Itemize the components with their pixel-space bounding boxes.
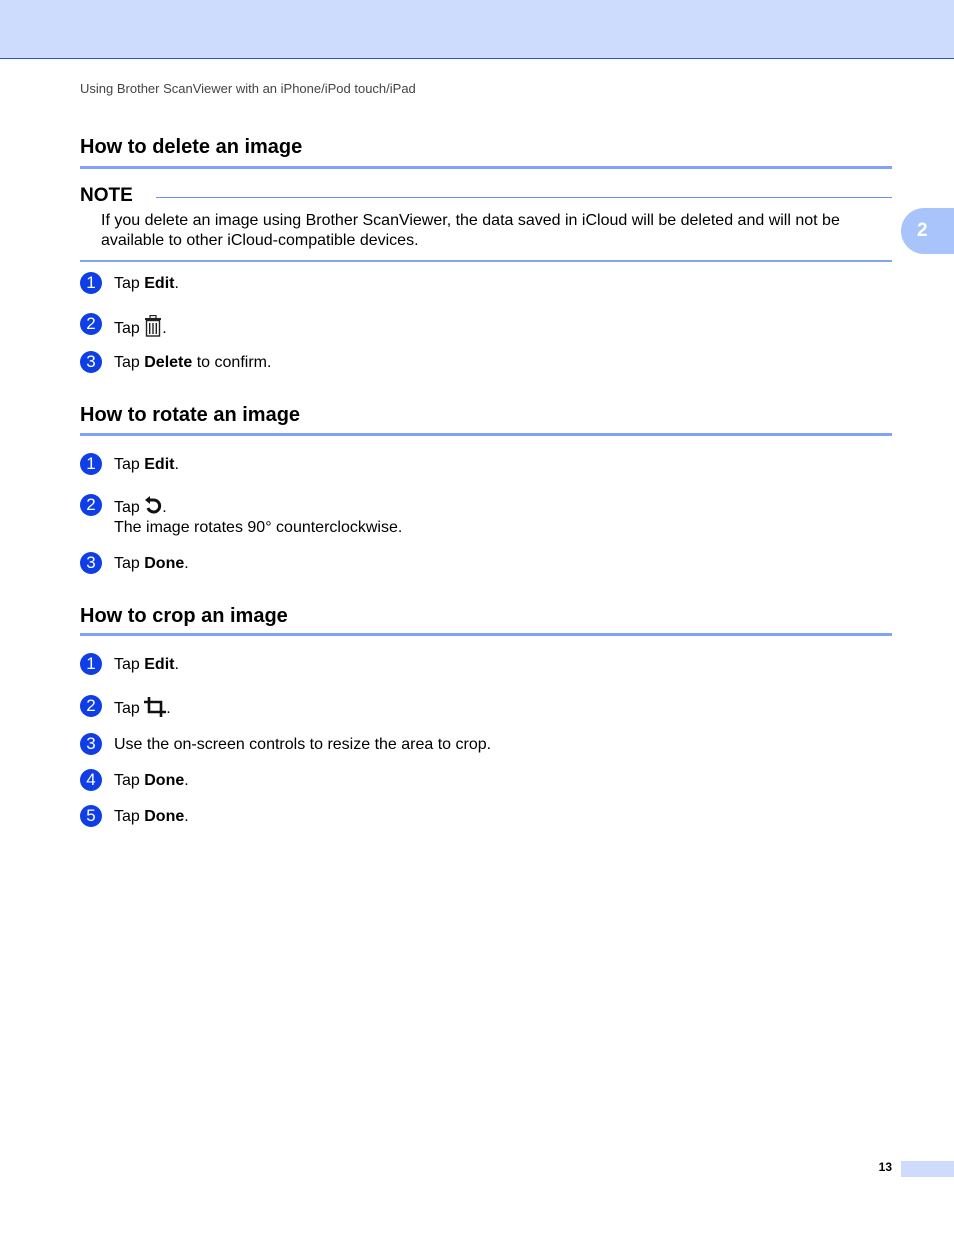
step-rotate-2 xyxy=(80,494,880,536)
step-number: 1 xyxy=(80,453,102,475)
step-text: Tap Done. xyxy=(114,772,189,789)
page-bar xyxy=(901,1161,954,1177)
step-text: Tap Edit. xyxy=(114,275,179,292)
step-rotate-1 xyxy=(80,453,880,477)
step-text: Tap . xyxy=(114,496,167,522)
step-number: 2 xyxy=(80,494,102,516)
step-crop-5 xyxy=(80,805,880,829)
step-text: Tap Edit. xyxy=(114,656,179,673)
step-text: Tap . xyxy=(114,315,167,343)
step-crop-4 xyxy=(80,769,880,793)
step-text: Tap . xyxy=(114,697,171,723)
step-text: Tap Delete to confirm. xyxy=(114,354,272,371)
step-number: 1 xyxy=(80,653,102,675)
page-number: 13 xyxy=(878,1160,892,1174)
note-text: If you delete an image using Brother ScanViewer, the data saved in iCloud will be deleted and will not be available to other iCloud-compatible devices. xyxy=(101,212,840,249)
step-note: The image rotates 90° counterclockwise. xyxy=(114,519,403,536)
step-number: 5 xyxy=(80,805,102,827)
section-rule xyxy=(80,633,892,636)
step-number: 2 xyxy=(80,695,102,717)
step-number: 3 xyxy=(80,351,102,373)
crop-icon xyxy=(144,697,166,723)
step-crop-1 xyxy=(80,653,880,677)
running-header: Using Brother ScanViewer with an iPhone/iPod touch/iPad xyxy=(80,81,416,96)
step-number: 3 xyxy=(80,733,102,755)
step-number: 2 xyxy=(80,313,102,335)
step-delete-3 xyxy=(80,351,880,375)
step-text: Tap Done. xyxy=(114,555,189,572)
step-number: 1 xyxy=(80,272,102,294)
note-end-rule xyxy=(80,260,892,262)
step-text: Tap Done. xyxy=(114,808,189,825)
top-band xyxy=(0,0,954,59)
step-rotate-3 xyxy=(80,552,880,576)
note-divider xyxy=(156,197,892,198)
section-title-delete: How to delete an image xyxy=(80,136,303,158)
step-text: Use the on-screen controls to resize the area to crop. xyxy=(114,736,492,753)
step-delete-1 xyxy=(80,272,880,296)
step-crop-3 xyxy=(80,733,880,757)
section-rule xyxy=(80,166,892,169)
section-title-rotate: How to rotate an image xyxy=(80,404,301,426)
chapter-tab[interactable]: 2 xyxy=(901,208,954,254)
step-number: 3 xyxy=(80,552,102,574)
step-text: Tap Edit. xyxy=(114,456,179,473)
step-delete-2 xyxy=(80,313,880,337)
section-rule xyxy=(80,433,892,436)
trash-icon xyxy=(144,315,162,343)
step-number: 4 xyxy=(80,769,102,791)
step-crop-2 xyxy=(80,695,880,719)
section-title-crop: How to crop an image xyxy=(80,605,288,627)
note-heading: NOTE xyxy=(80,185,133,206)
